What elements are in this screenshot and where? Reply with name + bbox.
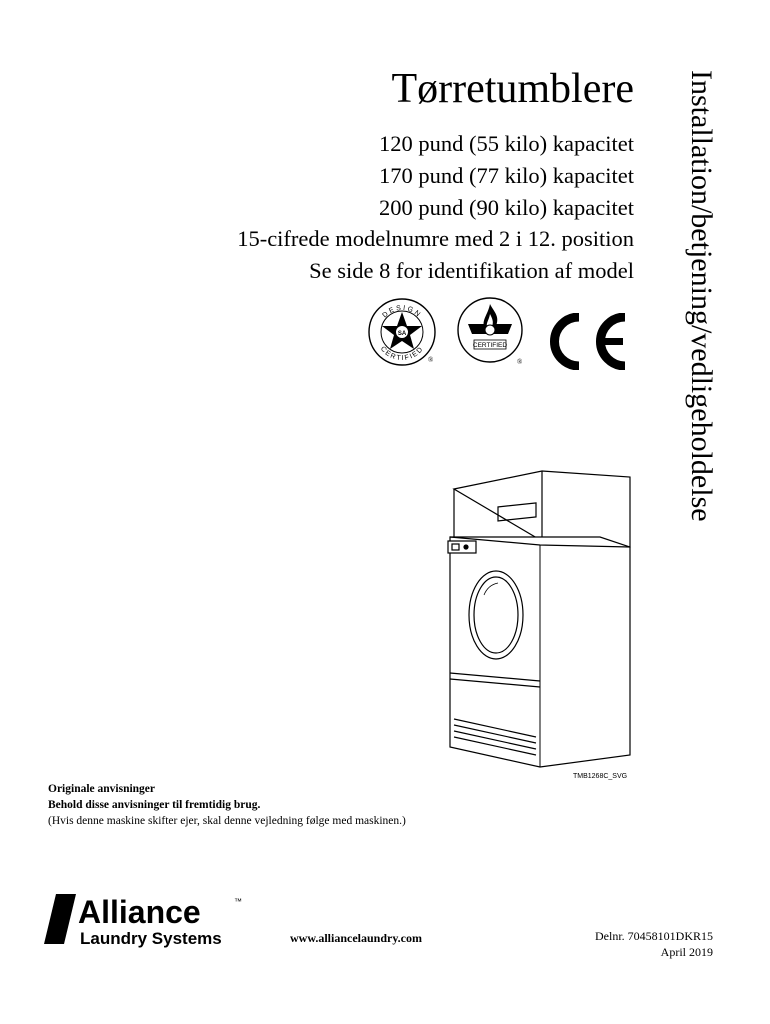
subtitle-line: 120 pund (55 kilo) kapacitet xyxy=(379,131,634,156)
part-info xyxy=(595,928,713,960)
design-certified-seal-icon xyxy=(366,296,438,368)
brand-name: Alliance xyxy=(78,894,201,930)
dryer-illustration xyxy=(440,465,640,775)
design-seal-bottom-text: CERTIFIED xyxy=(378,345,426,363)
page-title: Tørretumblere xyxy=(391,66,634,112)
instructions-notes xyxy=(48,781,406,829)
subtitle-line: 15-cifrede modelnumre med 2 i 12. position xyxy=(237,226,634,252)
website-link[interactable]: www.alliancelaundry.com xyxy=(290,931,423,945)
brand-subtitle: Laundry Systems xyxy=(80,929,222,948)
capacity-list xyxy=(237,128,634,287)
flame-certified-seal-icon xyxy=(454,296,528,368)
figure-caption: TMB1268C_SVG xyxy=(573,773,628,780)
part-number: Delnr. 70458101DKR15 xyxy=(595,929,713,943)
subtitle-line: Se side 8 for identifikation af model xyxy=(309,258,634,284)
subtitle-line: 200 pund (90 kilo) kapacitet xyxy=(379,194,634,220)
vertical-heading xyxy=(683,70,719,580)
notes-line-3: (Hvis denne maskine skifter ejer, skal denne vejledning følge med maskinen.) xyxy=(48,815,406,827)
cert-seal-text: CERTIFIED xyxy=(472,342,508,349)
registered-mark: ® xyxy=(517,358,523,366)
svg-text:CERTIFIED xyxy=(379,345,425,362)
registered-mark: ® xyxy=(428,356,434,364)
design-seal-top-text: DESIGN xyxy=(381,304,423,320)
trademark-mark: ™ xyxy=(234,897,242,906)
vertical-heading-text: Installation/betjening/vedligeholdelse xyxy=(685,70,718,522)
alliance-laundry-logo xyxy=(44,890,254,948)
notes-line-1: Originale anvisninger xyxy=(48,783,156,795)
publication-date: April 2019 xyxy=(660,945,713,959)
notes-line-2: Behold disse anvisninger til fremtidig brug. xyxy=(48,799,261,811)
subtitle-line: 170 pund (77 kilo) kapacitet xyxy=(379,162,634,188)
ce-mark-icon xyxy=(539,313,631,370)
svg-text:SA: SA xyxy=(397,331,407,337)
